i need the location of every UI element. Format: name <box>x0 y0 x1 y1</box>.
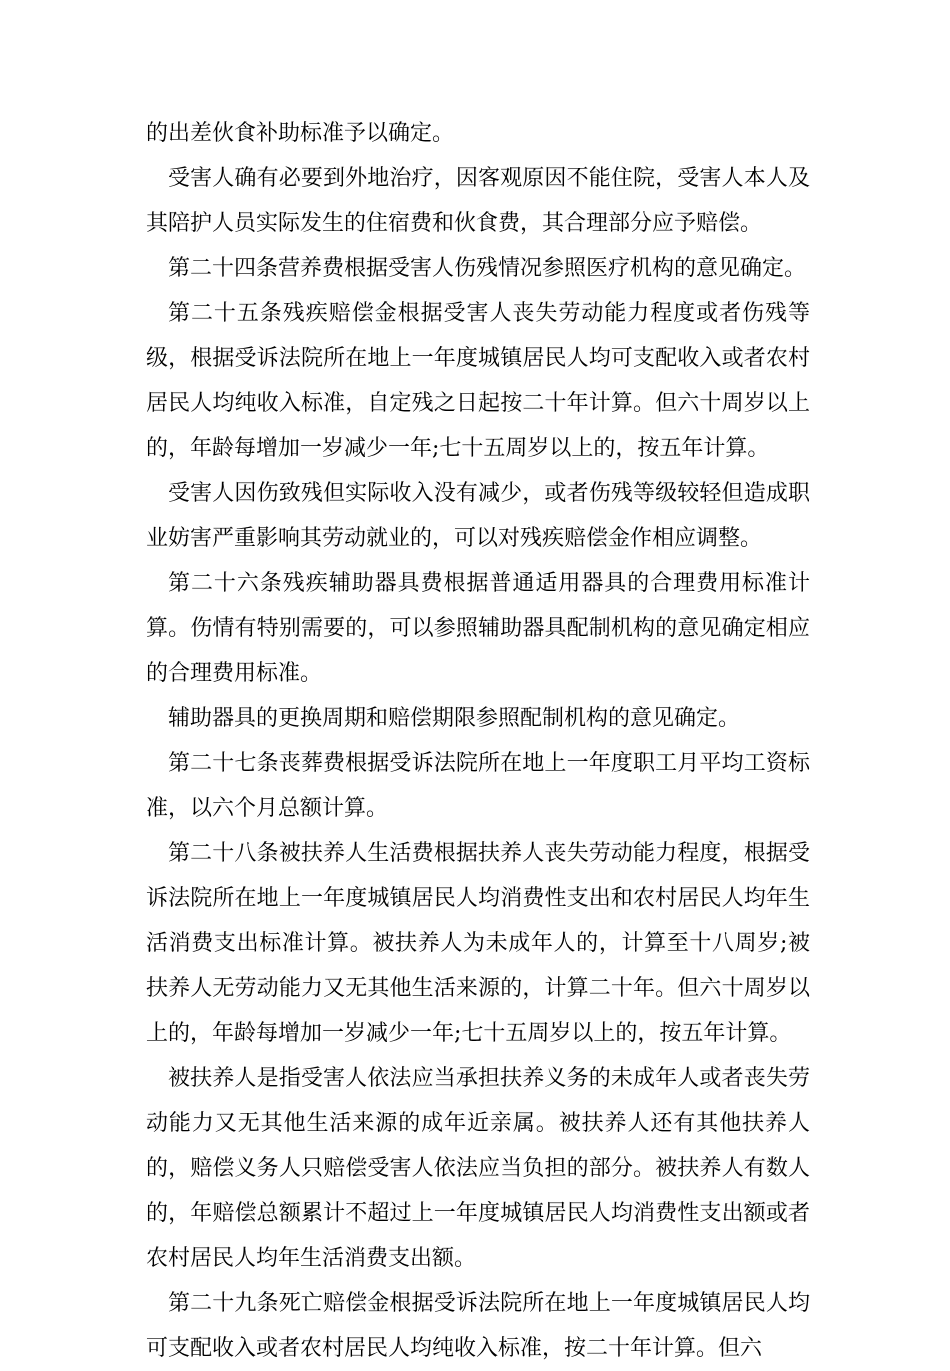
paragraph-article-27: 第二十七条丧葬费根据受诉法院所在地上一年度职工月平均工资标准，以六个月总额计算。 <box>146 751 810 821</box>
paragraph-dependent-definition: 被扶养人是指受害人依法应当承担扶养义务的未成年人或者丧失劳动能力又无其他生活来源的成年近亲属。被扶养人还有其他扶养人的，赔偿义务人只赔偿受害人依法应当负担的部分。被扶养人有数人的，年赔偿总额累计不超过上一年度城镇居民人均消费性支出额或者农村居民人均年生活消费支出额。 <box>146 1066 810 1271</box>
document-page <box>146 111 810 1371</box>
paragraph-article-28: 第二十八条被扶养人生活费根据扶养人丧失劳动能力程度，根据受诉法院所在地上一年度城镇居民人均消费性支出和农村居民人均年生活消费支出标准计算。被扶养人为未成年人的，计算至十八周岁;被扶养人无劳动能力又无其他生活来源的，计算二十年。但六十周岁以上的，年龄每增加一岁减少一年;七十五周岁以上的，按五年计算。 <box>146 841 810 1046</box>
paragraph-article-26: 第二十六条残疾辅助器具费根据普通适用器具的合理费用标准计算。伤情有特别需要的，可以参照辅助器具配制机构的意见确定相应的合理费用标准。 <box>146 571 810 686</box>
paragraph-out-of-town-treatment: 受害人确有必要到外地治疗，因客观原因不能住院，受害人本人及其陪护人员实际发生的住宿费和伙食费，其合理部分应予赔偿。 <box>146 166 810 236</box>
paragraph-assistive-device-replacement: 辅助器具的更换周期和赔偿期限参照配制机构的意见确定。 <box>168 706 741 731</box>
paragraph-continuation: 的出差伙食补助标准予以确定。 <box>146 121 455 146</box>
paragraph-article-29: 第二十九条死亡赔偿金根据受诉法院所在地上一年度城镇居民人均可支配收入或者农村居民人均纯收入标准，按二十年计算。但六 <box>146 1291 810 1361</box>
paragraph-disability-adjustment: 受害人因伤致残但实际收入没有减少，或者伤残等级较轻但造成职业妨害严重影响其劳动就业的，可以对残疾赔偿金作相应调整。 <box>146 481 810 551</box>
paragraph-article-24: 第二十四条营养费根据受害人伤残情况参照医疗机构的意见确定。 <box>168 256 807 281</box>
paragraph-article-25: 第二十五条残疾赔偿金根据受害人丧失劳动能力程度或者伤残等级，根据受诉法院所在地上一年度城镇居民人均可支配收入或者农村居民人均纯收入标准，自定残之日起按二十年计算。但六十周岁以上的，年龄每增加一岁减少一年;七十五周岁以上的，按五年计算。 <box>146 301 810 461</box>
